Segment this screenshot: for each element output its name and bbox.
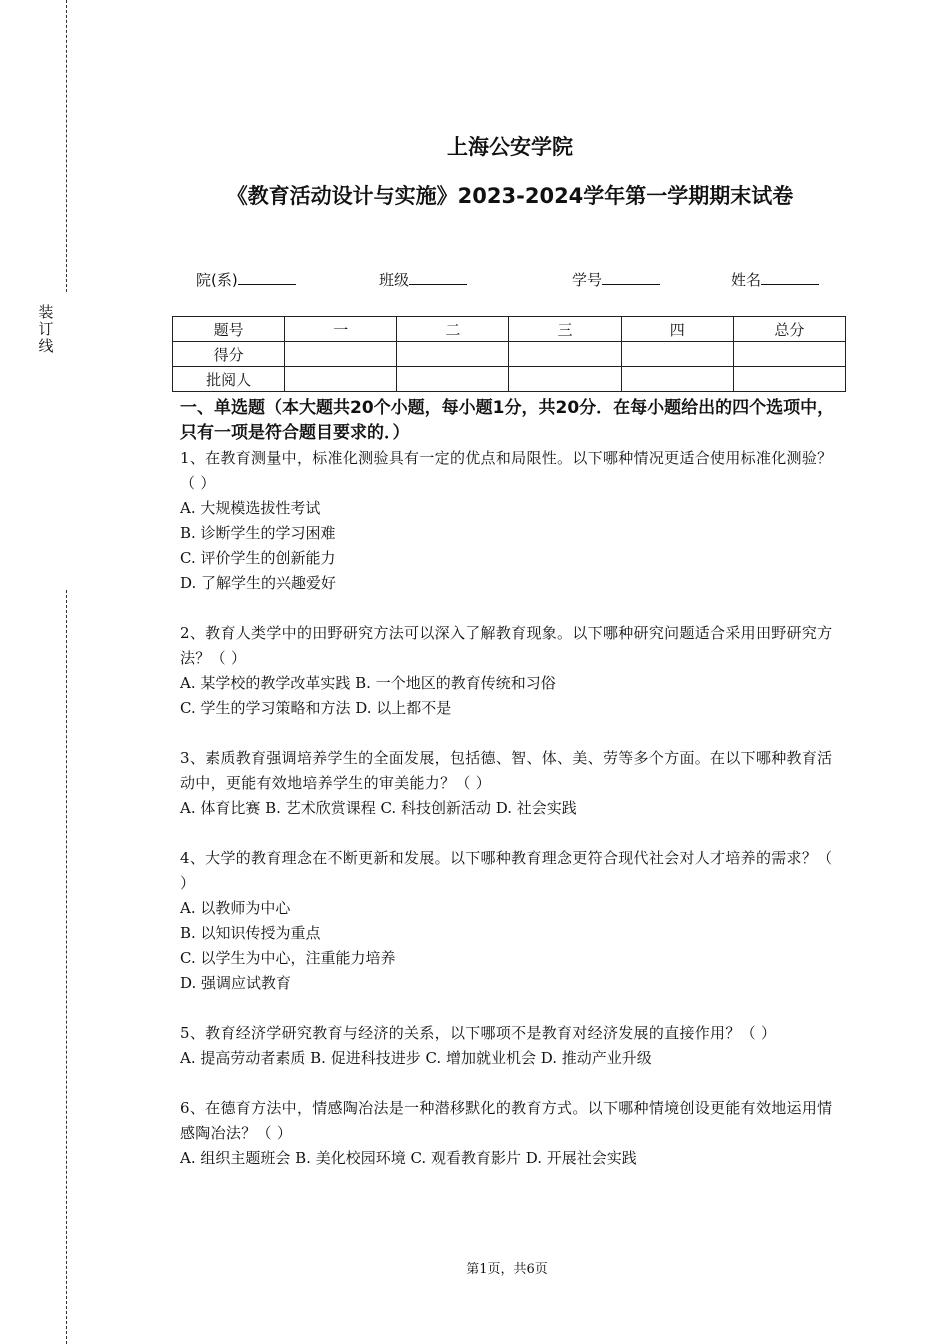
question-option: A. 提高劳动者素质 B. 促进科技进步 C. 增加就业机会 D. 推动产业升级 [180,1049,652,1067]
column-header: 总分 [733,317,845,342]
question-option: A. 以教师为中心 [180,899,291,917]
table-row [173,317,846,342]
class-field[interactable] [379,269,467,290]
question-option: C. 评价学生的创新能力 [180,549,336,567]
name-blank[interactable] [761,270,819,285]
binding-char: 装 [38,303,54,321]
question-option: B. 以知识传授为重点 [180,924,321,942]
question-stem: 2、教育人类学中的田野研究方法可以深入了解教育现象。以下哪种研究问题适合采用田野研究方法？（ ） [180,624,833,667]
binding-char: 订 [38,320,54,338]
row-label-question-no: 题号 [173,317,285,342]
score-cell[interactable] [509,342,621,367]
table-row [173,367,846,392]
department-label: 院(系) [196,271,238,289]
section-heading: 一、单选题（本大题共20个小题，每小题1分，共20分．在每小题给出的四个选项中，只有一项是符合题目要求的．） [180,398,835,443]
score-cell[interactable] [285,342,397,367]
class-label: 班级 [379,271,410,289]
question-option: D. 了解学生的兴趣爱好 [180,574,337,592]
column-header: 四 [621,317,733,342]
binding-char: 线 [38,337,54,355]
row-label-grader: 批阅人 [173,367,285,392]
column-header: 三 [509,317,621,342]
name-field[interactable] [731,269,819,290]
question-option: B. 诊断学生的学习困难 [180,524,336,542]
score-cell[interactable] [733,342,845,367]
binding-line-bottom [66,590,67,1344]
question-2 [180,621,840,721]
question-stem: 6、在德育方法中，情感陶冶法是一种潜移默化的教育方式。以下哪种情境创设更能有效地运用情感陶冶法？（ ） [180,1099,833,1142]
question-stem: 4、大学的教育理念在不断更新和发展。以下哪种教育理念更符合现代社会对人才培养的需求？（ ） [180,849,833,892]
score-cell[interactable] [397,342,509,367]
question-stem: 1、在教育测量中，标准化测验具有一定的优点和局限性。以下哪种情况更适合使用标准化测验？（ ） [180,449,833,492]
question-option: C. 以学生为中心，注重能力培养 [180,949,396,967]
page-number: 第1页，共6页 [466,1262,548,1277]
question-option: A. 体育比赛 B. 艺术欣赏课程 C. 科技创新活动 D. 社会实践 [180,799,577,817]
class-blank[interactable] [409,270,467,285]
column-header: 一 [285,317,397,342]
student-id-label: 学号 [572,271,603,289]
binding-label [36,304,56,355]
question-option: A. 大规模选拔性考试 [180,499,321,517]
question-1 [180,446,840,596]
question-option: A. 某学校的教学改革实践 B. 一个地区的教育传统和习俗 [180,674,556,692]
question-option: D. 强调应试教育 [180,974,292,992]
grader-cell[interactable] [509,367,621,392]
question-3 [180,746,840,821]
question-5 [180,1021,840,1071]
table-row [173,342,846,367]
name-label: 姓名 [731,271,762,289]
exam-title: 《教育活动设计与实施》2023-2024学年第一学期期末试卷 [226,184,794,208]
score-table [172,316,846,392]
school-title: 上海公安学院 [447,135,573,159]
student-id-blank[interactable] [602,270,660,285]
grader-cell[interactable] [285,367,397,392]
department-field[interactable] [196,269,296,290]
row-label-score: 得分 [173,342,285,367]
grader-cell[interactable] [621,367,733,392]
question-stem: 3、素质教育强调培养学生的全面发展，包括德、智、体、美、劳等多个方面。在以下哪种教育活动中，更能有效地培养学生的审美能力？（ ） [180,749,833,792]
question-option: A. 组织主题班会 B. 美化校园环境 C. 观看教育影片 D. 开展社会实践 [180,1149,637,1167]
student-id-field[interactable] [572,269,660,290]
department-blank[interactable] [238,270,296,285]
question-option: C. 学生的学习策略和方法 D. 以上都不是 [180,699,452,717]
question-stem: 5、教育经济学研究教育与经济的关系，以下哪项不是教育对经济发展的直接作用？（ ） [180,1024,777,1042]
grader-cell[interactable] [733,367,845,392]
question-4 [180,846,840,996]
grader-cell[interactable] [397,367,509,392]
question-6 [180,1096,840,1171]
section-1 [180,396,840,1196]
column-header: 二 [397,317,509,342]
score-cell[interactable] [621,342,733,367]
